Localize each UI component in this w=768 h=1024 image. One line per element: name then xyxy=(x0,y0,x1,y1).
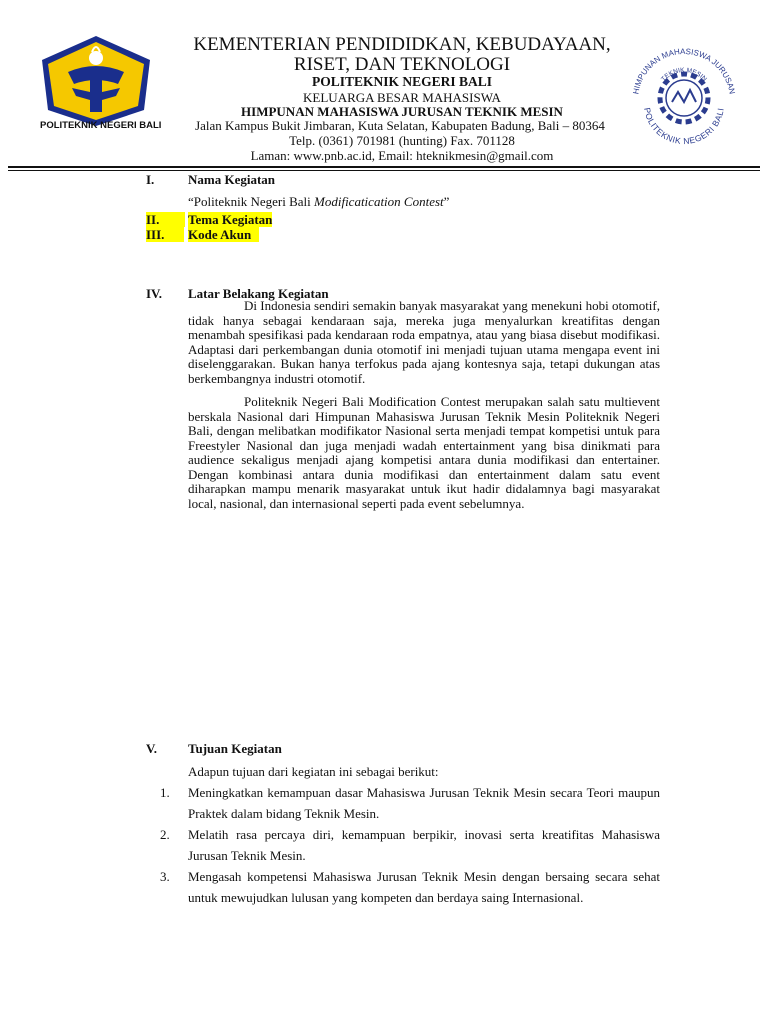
section-1-number: I. xyxy=(146,172,155,187)
list-item-text: Mengasah kompetensi Mahasiswa Jurusan Teknik Mesin dengan bersaing secara sehat untuk mewujudkan lulusan yang kompeten dan berdaya saing Internasional. xyxy=(188,869,660,905)
header-divider-thick xyxy=(8,166,760,168)
logo-arc-top-text: HIMPUNAN MAHASISWA JURUSAN xyxy=(631,46,737,95)
list-item-text: Meningkatkan kemampuan dasar Mahasiswa Jurusan Teknik Mesin secara Teori maupun Praktek dalam bidang Teknik Mesin. xyxy=(188,785,660,821)
section-1-title: Nama Kegiatan xyxy=(188,172,276,187)
section-4-paragraph-1: Di Indonesia sendiri semakin banyak masyarakat yang menekuni hobi otomotif, tidak hanya sebagai kendaraan saja, mereka juga menyalurkan kreatifitas dengan menambah spesifikasi pada kendaraan roda empatnya, atau yang biasa disebut modifikasi. Adaptasi dari perkembangan dunia otomotif ini menjadi tujuan utama mengapa event ini diselenggarakan. Bukan hanya terfokus pada ajang kontesnya saja, tetapi dukungan atas berkembangnya industri otomotif. xyxy=(188,298,660,386)
pnb-logo xyxy=(32,32,160,130)
header-association: HIMPUNAN MAHASISWA JURUSAN TEKNIK MESIN xyxy=(241,104,563,119)
section-3-number: III. xyxy=(146,227,184,243)
pnb-logo-caption: POLITEKNIK NEGERI BALI xyxy=(40,120,162,131)
header-ministry-line1: KEMENTERIAN PENDIDIDKAN, KEBUDAYAAN, xyxy=(193,34,611,55)
svg-text:POLITEKNIK NEGERI BALI xyxy=(642,107,726,146)
logo-arc-bottom-text: POLITEKNIK NEGERI BALI xyxy=(642,106,726,147)
logo-inner-text: TEKNIK MESIN xyxy=(660,66,708,83)
activity-name-suffix: ” xyxy=(443,194,450,209)
activity-name-italic: Modificatication Contest xyxy=(314,194,444,209)
section-1-activity-name xyxy=(188,194,449,210)
header-institution: POLITEKNIK NEGERI BALI xyxy=(311,74,493,89)
list-item-number: 1. xyxy=(160,785,170,800)
section-5-intro: Adapun tujuan dari kegiatan ini sebagai berikut: xyxy=(188,764,439,779)
section-3-title: Kode Akun xyxy=(188,227,259,243)
list-item xyxy=(160,782,660,824)
section-2-title: Tema Kegiatan xyxy=(188,212,273,227)
section-5-title: Tujuan Kegiatan xyxy=(188,741,282,756)
list-item-text: Melatih rasa percaya diri, kemampuan berpikir, inovasi serta kreatifitas Mahasiswa Jurusan Teknik Mesin. xyxy=(188,827,660,863)
list-item-number: 2. xyxy=(160,827,170,842)
header-family: KELUARGA BESAR MAHASISWA xyxy=(303,90,501,105)
header-phone: Telp. (0361) 701981 (hunting) Fax. 701128 xyxy=(289,133,515,148)
section-4-number: IV. xyxy=(146,286,163,301)
header-ministry-line2: RISET, DAN TEKNOLOGI xyxy=(293,54,511,75)
list-item xyxy=(160,824,660,866)
header-divider-thin xyxy=(8,170,760,171)
section-4-paragraph-2: Politeknik Negeri Bali Modification Contest merupakan salah satu multievent berskala Nasional dari Himpunan Mahasiswa Jurusan Teknik Mesin Politeknik Negeri Bali, dengan melibatkan modifikator Nasional serta menjadi tempat kompetisi untuk para Freestyler Nasional dan juga menjadi wadah entertainment yang bisa dinikmati para audience sekaligus menjadi ajang kompetisi antara dunia modifikasi dan entertainer. Dengan kombinasi antara dunia modifikasi dan entertainment dalam satu event diharapkan mampu menarik masyarakat untuk ikut hadir didalamnya bagi masyarakat local, nasional, dan internasional seperti pada event sebelumnya. xyxy=(188,394,660,511)
objectives-list xyxy=(160,782,660,908)
section-4-title: Latar Belakang Kegiatan xyxy=(188,286,329,301)
header-address: Jalan Kampus Bukit Jimbaran, Kuta Selatan, Kabupaten Badung, Bali – 80364 xyxy=(195,118,605,133)
section-5-number: V. xyxy=(146,741,157,756)
list-item-number: 3. xyxy=(160,869,170,884)
list-item xyxy=(160,866,660,908)
activity-name-prefix: “Politeknik Negeri Bali xyxy=(188,194,315,209)
header-web-email: Laman: www.pnb.ac.id, Email: hteknikmesin@gmail.com xyxy=(250,148,554,163)
section-2-number: II. xyxy=(146,212,185,228)
